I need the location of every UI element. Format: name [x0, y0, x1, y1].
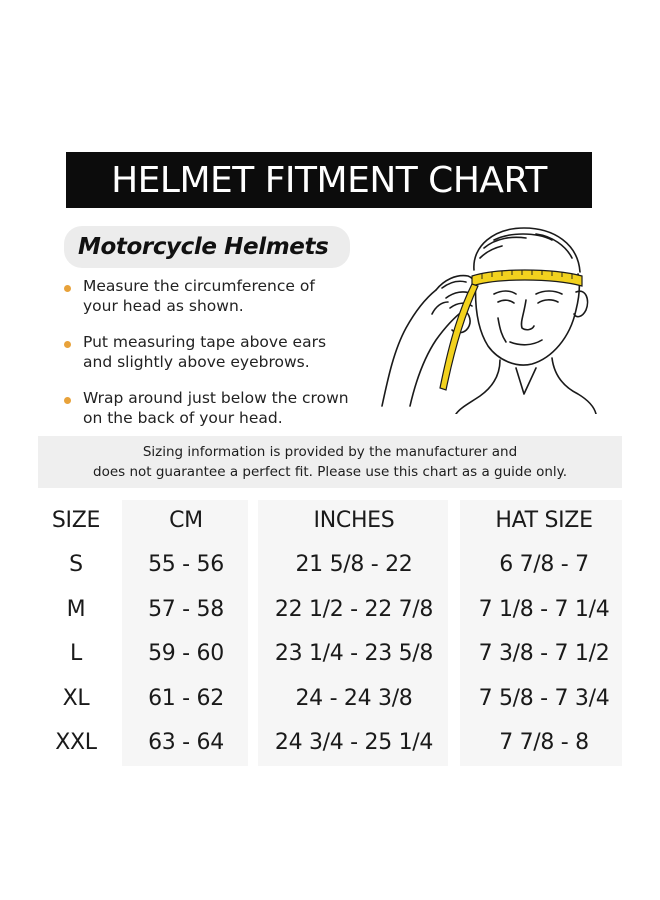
disclaimer-line: does not guarantee a perfect fit. Please use this chart as a guide only. [93, 464, 567, 480]
bullet-dot-icon [64, 397, 71, 404]
head-measurement-illustration [376, 218, 598, 414]
table-row [30, 632, 630, 677]
instruction-text: Measure the circumference of your head as shown. [83, 277, 315, 315]
bullet-dot-icon [64, 285, 71, 292]
cell-hat-size: 7 3/8 - 7 1/2 [478, 641, 610, 667]
cell-size: M [66, 596, 86, 622]
cell-hat-size: 6 7/8 - 7 [499, 552, 589, 578]
cell-cm: 61 - 62 [148, 685, 224, 711]
header-cm: CM [169, 507, 203, 533]
cell-inches: 24 - 24 3/8 [295, 685, 413, 711]
cell-size: XXL [55, 730, 97, 756]
header-inches: INCHES [313, 507, 395, 533]
cell-size: S [69, 552, 83, 578]
header-size: SIZE [51, 507, 101, 533]
cell-inches: 21 5/8 - 22 [295, 552, 413, 578]
cell-inches: 22 1/2 - 22 7/8 [274, 596, 434, 622]
subtitle: Motorcycle Helmets [78, 234, 329, 260]
disclaimer-box [38, 436, 622, 488]
subtitle-pill [64, 226, 350, 268]
table-row [30, 676, 630, 721]
instruction-item [64, 332, 364, 372]
cell-inches: 23 1/4 - 23 5/8 [274, 641, 434, 667]
table-row [30, 543, 630, 588]
cell-inches: 24 3/4 - 25 1/4 [274, 730, 434, 756]
table-row [30, 721, 630, 766]
cell-hat-size: 7 1/8 - 7 1/4 [478, 596, 610, 622]
table-row [30, 587, 630, 632]
cell-cm: 63 - 64 [148, 730, 224, 756]
cell-hat-size: 7 7/8 - 8 [499, 730, 589, 756]
size-table [30, 498, 630, 765]
bullet-dot-icon [64, 341, 71, 348]
disclaimer-line: Sizing information is provided by the manufacturer and [142, 444, 518, 460]
cell-cm: 59 - 60 [148, 641, 224, 667]
cell-size: L [70, 641, 82, 667]
chart-title-banner [66, 152, 592, 208]
header-hat-size: HAT SIZE [495, 507, 593, 533]
cell-cm: 57 - 58 [148, 596, 224, 622]
chart-title: HELMET FITMENT CHART [111, 159, 547, 201]
instruction-item [64, 276, 364, 316]
instruction-list [64, 276, 364, 444]
instruction-text: Wrap around just below the crown on the back of your head. [83, 389, 349, 427]
table-header-row [30, 498, 630, 543]
cell-cm: 55 - 56 [148, 552, 224, 578]
cell-hat-size: 7 5/8 - 7 3/4 [478, 685, 610, 711]
cell-size: XL [62, 685, 90, 711]
instruction-item [64, 388, 364, 428]
instruction-text: Put measuring tape above ears and slightly above eyebrows. [83, 333, 327, 371]
